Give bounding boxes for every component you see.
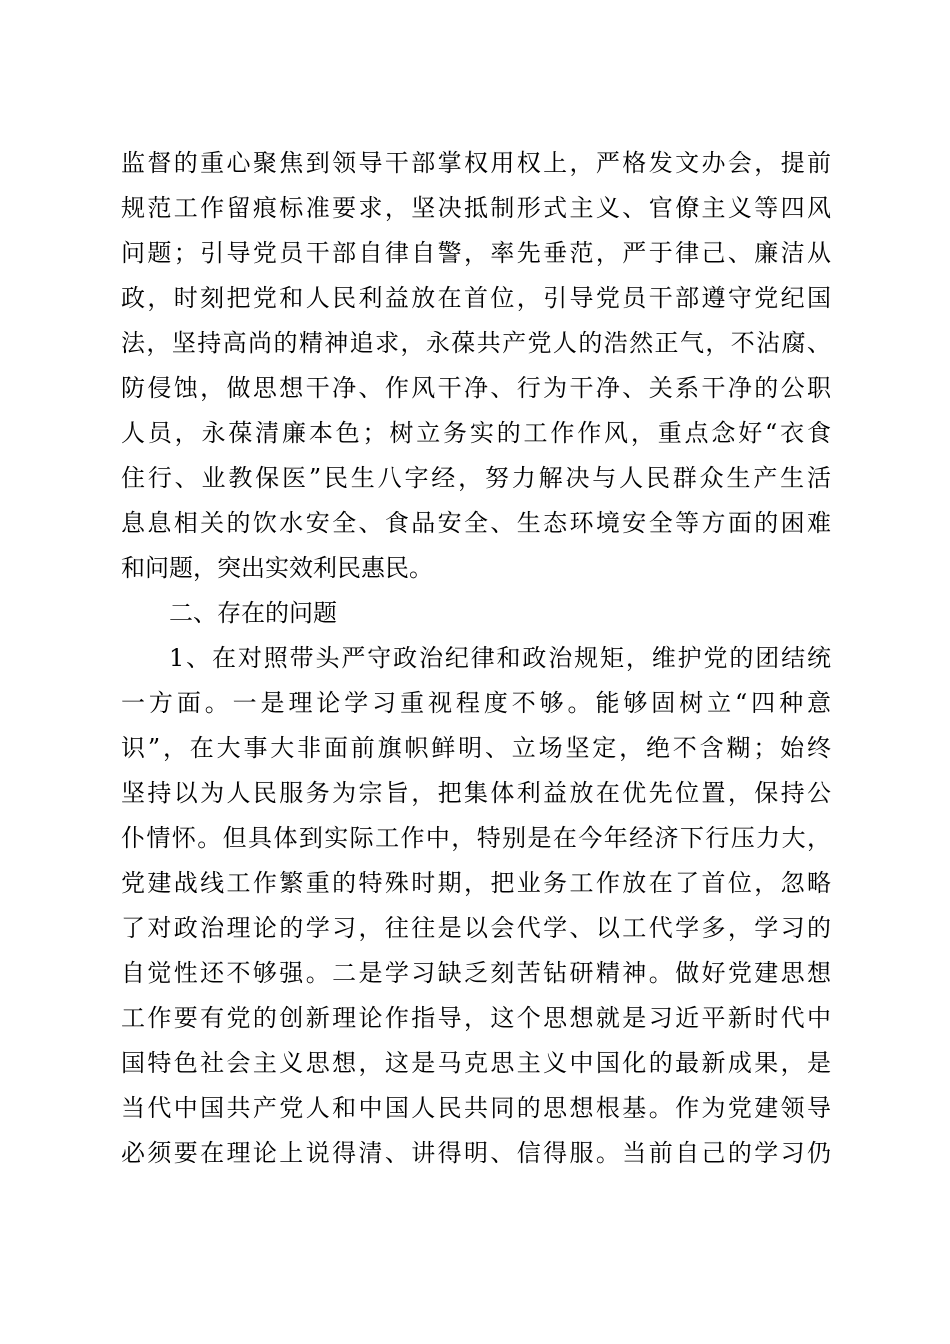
text-line: 1、在对照带头严守政治纪律和政治规矩，维护党的团结统 [169,644,831,672]
text-line: 人员，永葆清廉本色；树立务实的工作作风，重点念好“衣食 [121,419,831,447]
text-line: 仆情怀。但具体到实际工作中，特别是在今年经济下行压力大， [121,824,831,852]
text-line: 工作要有党的创新理论作指导，这个思想就是习近平新时代中 [121,1004,831,1032]
text-line: 当代中国共产党人和中国人民共同的思想根基。作为党建领导 [121,1094,831,1122]
text-line: 坚持以为人民服务为宗旨，把集体利益放在优先位置，保持公 [121,779,831,807]
text-line: 必须要在理论上说得清、讲得明、信得服。当前自己的学习仍 [121,1139,831,1167]
text-line: 和问题，突出实效利民惠民。 [121,554,433,582]
text-line: 监督的重心聚焦到领导干部掌权用权上，严格发文办会，提前 [121,149,831,177]
text-line: 息息相关的饮水安全、食品安全、生态环境安全等方面的困难 [121,509,831,537]
text-line: 防侵蚀，做思想干净、作风干净、行为干净、关系干净的公职 [121,374,831,402]
text-line: 法，坚持高尚的精神追求，永葆共产党人的浩然正气，不沾腐、 [121,329,831,357]
text-line: 了对政治理论的学习，往往是以会代学、以工代学多，学习的 [121,914,831,942]
text-line: 识”，在大事大非面前旗帜鲜明、立场坚定，绝不含糊；始终 [121,734,831,762]
text-line: 自觉性还不够强。二是学习缺乏刻苦钻研精神。做好党建思想 [121,959,831,987]
text-line: 政，时刻把党和人民利益放在首位，引导党员干部遵守党纪国 [121,284,831,312]
text-line: 问题；引导党员干部自律自警，率先垂范，严于律己、廉洁从 [121,239,831,267]
section-heading: 二、存在的问题 [169,599,337,627]
text-line: 一方面。一是理论学习重视程度不够。能够固树立“四种意 [121,689,831,717]
paragraph-problems [121,636,831,1176]
text-line: 住行、业教保医”民生八字经，努力解决与人民群众生产生活 [121,464,831,492]
paragraph-continued [121,141,831,591]
text-line: 国特色社会主义思想，这是马克思主义中国化的最新成果，是 [121,1049,831,1077]
text-line: 党建战线工作繁重的特殊时期，把业务工作放在了首位，忽略 [121,869,831,897]
document-body [121,141,831,1176]
text-line: 规范工作留痕标准要求，坚决抵制形式主义、官僚主义等四风 [121,194,831,222]
